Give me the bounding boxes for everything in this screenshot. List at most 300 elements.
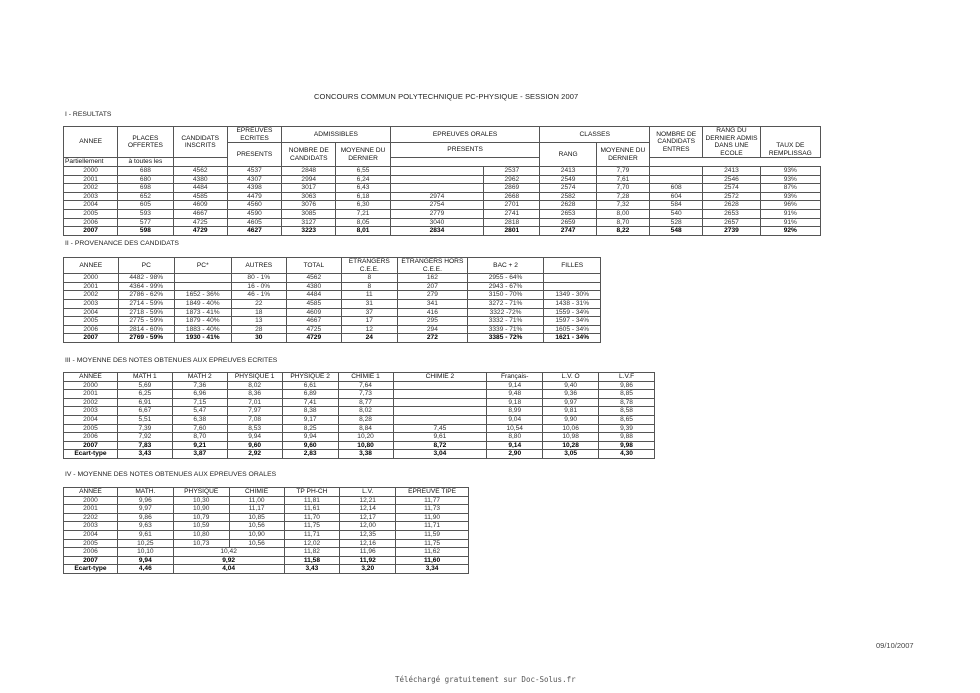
table-cell: 2754 <box>390 201 483 210</box>
column-header: ANNEE <box>64 488 118 497</box>
table-cell: 2007 <box>64 227 118 236</box>
table-cell: 2657 <box>703 218 760 227</box>
table-cell: 10,42 <box>173 548 284 557</box>
table-row <box>64 522 469 531</box>
table-cell: 8,84 <box>338 424 393 433</box>
table-cell: 11,71 <box>284 530 340 539</box>
table-cell: 2572 <box>703 192 760 201</box>
table-cell: 9,88 <box>599 433 655 442</box>
table-cell: 4560 <box>227 201 281 210</box>
section-heading-resultats: I - RESULTATS <box>65 111 112 118</box>
table-cell: 688 <box>118 166 173 175</box>
table-cell: 11,00 <box>229 496 284 505</box>
table-cell: 3,04 <box>393 450 487 459</box>
table-cell: 1883 - 40% <box>175 325 232 334</box>
table-cell: 2779 <box>390 209 483 218</box>
table-cell: 540 <box>650 209 703 218</box>
table-cell: 2005 <box>64 209 118 218</box>
table-cell: 4562 <box>287 274 342 283</box>
table-cell: 295 <box>398 317 468 326</box>
table-cell: 9,60 <box>282 441 338 450</box>
table-row <box>64 433 655 442</box>
column-header: BAC + 2 <box>467 258 544 274</box>
table-cell: 2869 <box>484 184 540 193</box>
table-cell: 2006 <box>64 433 118 442</box>
column-header: PHYSIQUE 2 <box>282 373 338 382</box>
table-cell: 1621 - 34% <box>544 334 601 343</box>
table-cell: 12 <box>341 325 398 334</box>
column-header: EPREUVE TIPE <box>396 488 469 497</box>
col-classes: CLASSES <box>540 127 650 143</box>
table-cell: 2005 <box>64 539 118 548</box>
table-cell <box>390 175 483 184</box>
table-cell: 10,25 <box>117 539 173 548</box>
table-cell: 80 - 1% <box>231 274 287 283</box>
table-cell: 8,02 <box>338 407 393 416</box>
table-row <box>64 450 655 459</box>
table-cell: 2004 <box>64 308 119 317</box>
table-row <box>64 175 821 184</box>
table-cell: 2007 <box>64 441 118 450</box>
table-row <box>64 201 821 210</box>
table-cell: 8,25 <box>282 424 338 433</box>
table-cell: 10,30 <box>173 496 229 505</box>
table-cell: 11,17 <box>229 505 284 514</box>
table-row <box>64 192 821 201</box>
table-cell <box>390 184 483 193</box>
table-cell: 2962 <box>484 175 540 184</box>
table-cell: 9,98 <box>599 441 655 450</box>
table-cell: 8,80 <box>487 433 543 442</box>
table-row <box>64 548 469 557</box>
table-cell: 10,85 <box>229 513 284 522</box>
table-cell: 528 <box>650 218 703 227</box>
table-cell: 6,18 <box>336 192 390 201</box>
table-cell: 7,39 <box>117 424 172 433</box>
table-cell: 2003 <box>64 299 119 308</box>
table-cell: 10,90 <box>173 505 229 514</box>
table-cell: 207 <box>398 282 468 291</box>
column-header: TP PH-CH <box>284 488 340 497</box>
table-cell: 9,61 <box>117 530 173 539</box>
table-cell: 12,21 <box>340 496 396 505</box>
table-cell: 11,96 <box>340 548 396 557</box>
table-cell: 7,28 <box>596 192 649 201</box>
table-row <box>64 424 655 433</box>
table-cell: 2775 - 59% <box>118 317 175 326</box>
table-cell: 8,38 <box>282 407 338 416</box>
table-cell: 91% <box>760 218 820 227</box>
table-cell: 8,78 <box>599 398 655 407</box>
table-cell: 6,91 <box>117 398 172 407</box>
table-cell: 10,80 <box>338 441 393 450</box>
table-row <box>64 513 469 522</box>
table-cell: 1879 - 40% <box>175 317 232 326</box>
table-notes-orales <box>63 487 469 574</box>
table-cell: 9,14 <box>487 441 543 450</box>
column-header: L.V. O <box>543 373 599 382</box>
table-cell: 4725 <box>287 325 342 334</box>
table-cell: 9,94 <box>117 556 173 565</box>
table-cell: 3,43 <box>117 450 172 459</box>
table-cell: 2994 <box>282 175 336 184</box>
column-header: ANNEE <box>64 373 118 382</box>
table-cell: 10,56 <box>229 539 284 548</box>
table-cell <box>544 282 601 291</box>
col-admissibles: ADMISSIBLES <box>282 127 391 143</box>
table-cell: 2006 <box>64 218 118 227</box>
table-cell: 7,73 <box>338 390 393 399</box>
table-cell: 18 <box>231 308 287 317</box>
table-cell: 4537 <box>227 166 281 175</box>
table-cell: 28 <box>231 325 287 334</box>
table-cell: 30 <box>231 334 287 343</box>
table-cell: 608 <box>650 184 703 193</box>
table-cell: 12,00 <box>340 522 396 531</box>
table-cell: 1652 - 36% <box>175 291 232 300</box>
col-candidats-inscrits: CANDIDATS INSCRITS <box>173 127 227 158</box>
table-cell: 2701 <box>484 201 540 210</box>
table-row <box>64 530 469 539</box>
table-cell: 9,60 <box>227 441 282 450</box>
col-rang: RANG <box>540 143 596 167</box>
table-row <box>64 441 655 450</box>
column-header: MATH 1 <box>117 373 172 382</box>
table-cell: 2718 - 59% <box>118 308 175 317</box>
table-cell: 5,51 <box>117 415 172 424</box>
table-cell: 8,85 <box>599 390 655 399</box>
table-cell: 9,36 <box>543 390 599 399</box>
table-cell: 16 - 0% <box>231 282 287 291</box>
table-cell: 4482 - 98% <box>118 274 175 283</box>
table-cell: 584 <box>650 201 703 210</box>
table-cell: 4725 <box>173 218 227 227</box>
table-cell: 10,79 <box>173 513 229 522</box>
col-presents-ecrits: PRESENTS <box>227 143 281 167</box>
table-resultats <box>63 126 821 236</box>
table-cell: 2413 <box>540 166 596 175</box>
table-cell: 9,04 <box>487 415 543 424</box>
column-header: CHIMIE 1 <box>338 373 393 382</box>
table-cell: 3063 <box>282 192 336 201</box>
table-cell: 4667 <box>287 317 342 326</box>
table-cell: 2,90 <box>487 450 543 459</box>
table-cell: 8,22 <box>596 227 649 236</box>
column-header: PC <box>118 258 175 274</box>
table-cell: 6,61 <box>282 381 338 390</box>
table-cell: 8,70 <box>172 433 227 442</box>
table-cell: 10,06 <box>543 424 599 433</box>
table-cell: 6,67 <box>117 407 172 416</box>
table-cell: 279 <box>398 291 468 300</box>
table-cell: 604 <box>650 192 703 201</box>
column-header: PHYSIQUE <box>173 488 229 497</box>
table-cell: 1849 - 40% <box>175 299 232 308</box>
table-cell: 92% <box>760 227 820 236</box>
table-cell: 2974 <box>390 192 483 201</box>
col-nombre-candidats: NOMBRE DE CANDIDATS <box>282 143 336 167</box>
table-cell: 11,82 <box>284 548 340 557</box>
table-cell: 3,43 <box>284 565 340 574</box>
table-cell: 1559 - 34% <box>544 308 601 317</box>
table-cell: 162 <box>398 274 468 283</box>
table-cell: 2546 <box>703 175 760 184</box>
table-cell: 341 <box>398 299 468 308</box>
table-cell: 9,39 <box>599 424 655 433</box>
table-cell: 10,10 <box>117 548 173 557</box>
table-cell: 8,02 <box>227 381 282 390</box>
column-header: PC* <box>175 258 232 274</box>
table-cell: 2769 - 59% <box>118 334 175 343</box>
table-cell: 5,47 <box>172 407 227 416</box>
table-cell: 93% <box>760 166 820 175</box>
table-cell: 12,16 <box>340 539 396 548</box>
table-cell <box>390 166 483 175</box>
table-cell: 10,90 <box>229 530 284 539</box>
table-cell: 577 <box>118 218 173 227</box>
table-cell: 11,81 <box>284 496 340 505</box>
table-row <box>64 407 655 416</box>
table-cell: 37 <box>341 308 398 317</box>
table-cell: 3076 <box>282 201 336 210</box>
column-header: AUTRES <box>231 258 287 274</box>
table-cell: 8 <box>341 274 398 283</box>
table-cell: 7,92 <box>117 433 172 442</box>
table-cell: 7,70 <box>596 184 649 193</box>
table-cell: 4398 <box>227 184 281 193</box>
table-cell: 17 <box>341 317 398 326</box>
table-cell: 2002 <box>64 184 118 193</box>
table-cell: 9,86 <box>117 513 173 522</box>
table-cell: 3,38 <box>338 450 393 459</box>
table-cell: 7,83 <box>117 441 172 450</box>
table-cell: 4585 <box>287 299 342 308</box>
column-header: MATH 2 <box>172 373 227 382</box>
column-header: L.V.F <box>599 373 655 382</box>
table-cell: 8,05 <box>336 218 390 227</box>
table-cell: 4590 <box>227 209 281 218</box>
table-cell: 3085 <box>282 209 336 218</box>
table-cell: 2003 <box>64 192 118 201</box>
table-cell: 7,41 <box>282 398 338 407</box>
table-cell: 8,72 <box>393 441 487 450</box>
column-header: ETRANGERS HORS C.E.E. <box>398 258 468 274</box>
table-cell: 11,61 <box>284 505 340 514</box>
col-oral-toutes: à toutes les <box>118 158 173 167</box>
table-cell: 598 <box>118 227 173 236</box>
table-cell: 11,59 <box>396 530 469 539</box>
table-cell: 2007 <box>64 334 119 343</box>
table-cell: 7,97 <box>227 407 282 416</box>
table-cell: 9,86 <box>599 381 655 390</box>
table-cell: 2814 - 60% <box>118 325 175 334</box>
table-row <box>64 381 655 390</box>
table-cell: 3017 <box>282 184 336 193</box>
table-cell: 2202 <box>64 513 118 522</box>
table-cell: 8,58 <box>599 407 655 416</box>
table-cell: 593 <box>118 209 173 218</box>
table-cell: 2004 <box>64 415 118 424</box>
table-cell: 1930 - 41% <box>175 334 232 343</box>
table-cell: 9,18 <box>487 398 543 407</box>
table-row <box>64 209 821 218</box>
table-cell: 7,61 <box>596 175 649 184</box>
table-cell: 2001 <box>64 505 118 514</box>
table-cell <box>393 415 487 424</box>
column-header: MATH. <box>117 488 173 497</box>
table-cell: 2818 <box>484 218 540 227</box>
table-cell: 2574 <box>703 184 760 193</box>
table-cell: 4605 <box>227 218 281 227</box>
table-cell: 10,98 <box>543 433 599 442</box>
table-cell: 7,79 <box>596 166 649 175</box>
table-row <box>64 415 655 424</box>
col-rang-dernier-admis: RANG DU DERNIER ADMIS DANS UNE ECOLE <box>703 127 760 158</box>
table-cell: 7,15 <box>172 398 227 407</box>
table-cell: 7,60 <box>172 424 227 433</box>
table-cell: 6,43 <box>336 184 390 193</box>
table-cell: 9,92 <box>173 556 284 565</box>
col-taux-remplissage: TAUX DE REMPLISSAG <box>760 127 820 158</box>
table-cell: 294 <box>398 325 468 334</box>
table-row <box>64 390 655 399</box>
column-header: PHYSIQUE 1 <box>227 373 282 382</box>
table-cell: 8 <box>341 282 398 291</box>
table-row <box>64 556 469 565</box>
table-cell: 10,59 <box>173 522 229 531</box>
table-cell: 4729 <box>173 227 227 236</box>
table-cell: 9,63 <box>117 522 173 531</box>
table-cell: 2000 <box>64 381 118 390</box>
table-cell <box>650 166 703 175</box>
footer-download-link[interactable]: Téléchargé gratuitement sur Doc-Solus.fr <box>395 675 576 684</box>
table-cell: 4484 <box>287 291 342 300</box>
table-cell: 4380 <box>287 282 342 291</box>
table-cell: 10,80 <box>173 530 229 539</box>
table-row <box>64 539 469 548</box>
footer-date: 09/10/2007 <box>876 641 914 650</box>
table-cell: 2628 <box>703 201 760 210</box>
table-cell: 3,34 <box>396 565 469 574</box>
section-heading-provenance: II - PROVENANCE DES CANDIDATS <box>65 240 179 247</box>
table-cell: 4627 <box>227 227 281 236</box>
table-cell: 6,38 <box>172 415 227 424</box>
table-cell: 2006 <box>64 548 118 557</box>
column-header: TOTAL <box>287 258 342 274</box>
table-cell: 10,73 <box>173 539 229 548</box>
table-cell <box>175 282 232 291</box>
section-heading-ecrits: III - MOYENNE DES NOTES OBTENUES AUX EPREUVES ECRITES <box>65 357 278 364</box>
table-cell: 2002 <box>64 291 119 300</box>
table-cell: 5,69 <box>117 381 172 390</box>
table-cell: 652 <box>118 192 173 201</box>
table-row <box>64 308 601 317</box>
table-cell: 2628 <box>540 201 596 210</box>
table-row <box>64 496 469 505</box>
table-cell: 3223 <box>282 227 336 236</box>
table-cell: 7,21 <box>336 209 390 218</box>
table-cell: 272 <box>398 334 468 343</box>
table-cell: 4729 <box>287 334 342 343</box>
table-cell <box>393 398 487 407</box>
table-row <box>64 398 655 407</box>
table-cell: 8,36 <box>227 390 282 399</box>
table-cell: 4484 <box>173 184 227 193</box>
table-cell: 2000 <box>64 166 118 175</box>
table-cell: 9,14 <box>487 381 543 390</box>
table-cell: 91% <box>760 209 820 218</box>
table-cell: 11,60 <box>396 556 469 565</box>
table-cell: 6,30 <box>336 201 390 210</box>
table-cell: Ecart-type <box>64 450 118 459</box>
table-cell: 10,56 <box>229 522 284 531</box>
table-cell: 4479 <box>227 192 281 201</box>
table-cell: 2005 <box>64 424 118 433</box>
table-cell: 8,00 <box>596 209 649 218</box>
table-cell <box>544 274 601 283</box>
col-moyenne-dernier: MOYENNE DU DERNIER <box>336 143 390 167</box>
table-cell: 9,48 <box>487 390 543 399</box>
col-annee: ANNEE <box>64 127 118 158</box>
table-cell: 3339 - 71% <box>467 325 544 334</box>
table-cell: 2574 <box>540 184 596 193</box>
table-cell: 9,17 <box>282 415 338 424</box>
col-oral-partiellement: Partiellement <box>64 158 118 167</box>
table-cell: 4,04 <box>173 565 284 574</box>
table-cell: 10,28 <box>543 441 599 450</box>
table-cell: 22 <box>231 299 287 308</box>
table-cell <box>393 407 487 416</box>
table-cell: 2003 <box>64 522 118 531</box>
table-cell: 3385 - 72% <box>467 334 544 343</box>
table-cell: 1597 - 34% <box>544 317 601 326</box>
table-cell: 1873 - 41% <box>175 308 232 317</box>
table-cell: 6,89 <box>282 390 338 399</box>
table-cell: 11,75 <box>284 522 340 531</box>
col-places-offertes: PLACES OFFERTES <box>118 127 173 158</box>
table-cell: 8,99 <box>487 407 543 416</box>
column-header: ANNEE <box>64 258 119 274</box>
table-cell: 9,21 <box>172 441 227 450</box>
table-cell: 2741 <box>484 209 540 218</box>
table-cell: 2549 <box>540 175 596 184</box>
table-cell: 11,58 <box>284 556 340 565</box>
table-cell: 2005 <box>64 317 119 326</box>
table-cell: 2848 <box>282 166 336 175</box>
table-cell: 10,54 <box>487 424 543 433</box>
table-cell: 4,30 <box>599 450 655 459</box>
table-cell: 2001 <box>64 282 119 291</box>
section-heading-oraux: IV - MOYENNE DES NOTES OBTENUES AUX EPREUVES ORALES <box>65 471 277 478</box>
table-row <box>64 227 821 236</box>
table-cell: 2943 - 67% <box>467 282 544 291</box>
table-cell: 2582 <box>540 192 596 201</box>
table-cell: 2739 <box>703 227 760 236</box>
table-cell: 11,92 <box>340 556 396 565</box>
table-cell: 698 <box>118 184 173 193</box>
table-cell: 2413 <box>703 166 760 175</box>
table-cell: 2801 <box>484 227 540 236</box>
table-cell: 4609 <box>173 201 227 210</box>
table-cell <box>393 390 487 399</box>
table-cell: 12,35 <box>340 530 396 539</box>
table-row <box>64 325 601 334</box>
table-cell: 9,96 <box>117 496 173 505</box>
table-cell: 548 <box>650 227 703 236</box>
table-cell: 4562 <box>173 166 227 175</box>
table-cell: 9,90 <box>543 415 599 424</box>
table-cell: 11,73 <box>396 505 469 514</box>
